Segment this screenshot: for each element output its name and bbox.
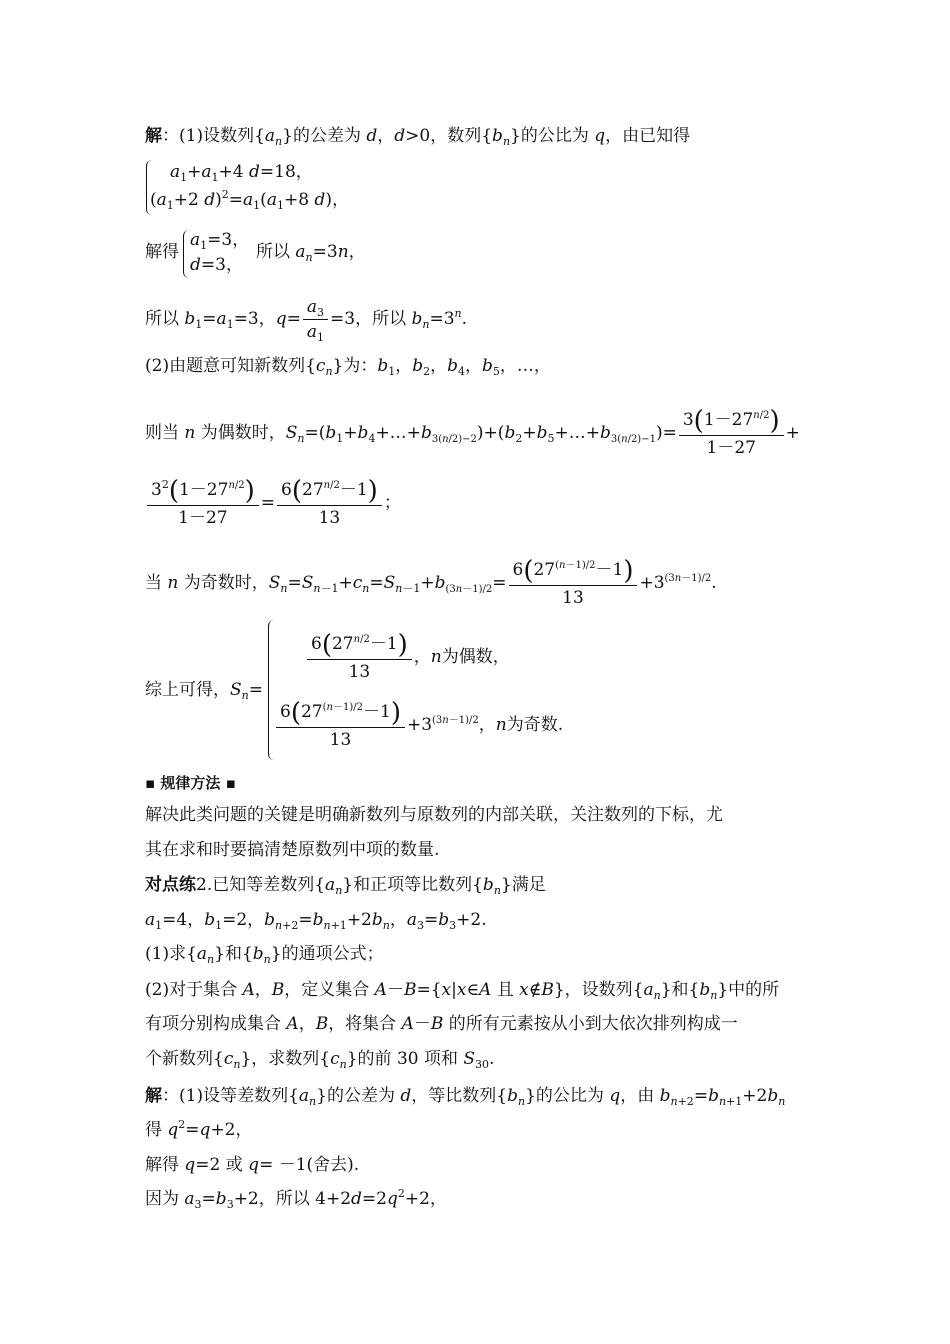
- summary-even: $\frac{6(27^{n/2}-1)}{13}$ ，n为偶数，: [305, 632, 510, 683]
- exercise-line-3: (1)求$\{a_n\}$和$\{b_n\}$的通项公式；: [145, 944, 384, 966]
- solve-d: d=3，: [190, 255, 243, 275]
- system-line-1: $a_1+a_1+4$ d=18，: [170, 162, 313, 184]
- summary-prefix: 综上可得，$S_n=$: [145, 680, 263, 702]
- sol2-line-1: 解：(1)设等差数列$\{a_n\}$的公差为 d，等比数列$\{b_n\}$的公比为 q，由 $b_{n+2}=b_{n+1}+2b_n$: [145, 1086, 786, 1108]
- b-formula: 所以 $b_1=a_1=3$，q= $\frac{a_3}{a_1}$ =3，所以 $b_n=3^n$.: [145, 297, 468, 344]
- part2-intro: (2)由题意可知新数列$\{c_n\}$为：$b_1$，$b_2$，$b_4$，$b_5$，…，: [145, 356, 551, 378]
- odd-case-line: 当 n 为奇数时，$S_n=S_{n-1}+c_n=S_{n-1}+b_{(3n-1)/2}=$ $\frac{6(27^{(n-1)/2}-1)}{13}$ $+3^{(3n-1)/2}$.: [145, 556, 717, 608]
- even-case-line-2: $\frac{3^2(1-27^{n/2})}{1-27}$ = $\frac{6(27^{n/2}-1)}{13}$ ；: [145, 478, 401, 529]
- solve-brace: [183, 230, 190, 278]
- exercise-line-1: 对点练2.已知等差数列$\{a_n\}$和正项等比数列$\{b_n\}$满足: [145, 875, 546, 897]
- exercise-line-2: $a_1=4$，$b_1=2$，$b_{n+2}=b_{n+1}+2b_n$，$a_3=b_3+2$.: [145, 910, 487, 932]
- exercise-line-5: 有项分别构成集合 A，B，将集合 A－B 的所有元素按从小到大依次排列构成一: [145, 1014, 738, 1034]
- solve-prefix: 解得: [145, 242, 179, 262]
- exercise-line-4: (2)对于集合 A，B，定义集合 A－B={x|x∈A 且 x∉B}，设数列$\{a_n\}$和$\{b_n\}$中的所: [145, 980, 780, 1002]
- sol2-line-2: 得 $q^2=q+2$，: [145, 1118, 253, 1140]
- solve-result: 所以 $a_n=3n$，: [256, 242, 366, 264]
- sol2-line-4: 因为 $a_3=b_3+2$，所以 $4+2d=2q^2+2$，: [145, 1187, 447, 1211]
- exercise-line-6: 个新数列$\{c_n\}$，求数列$\{c_n\}$的前 30 项和 $S_{30}$.: [145, 1049, 495, 1071]
- sol2-line-3: 解得 q=2 或 q= －1(舍去).: [145, 1155, 360, 1175]
- method-text-2: 其在求和时要搞清楚原数列中项的数量.: [145, 840, 440, 860]
- solution-intro: 解：(1)设数列$\{a_n\}$的公差为 d，d>0，数列$\{b_n\}$的公比为 q，由已知得: [145, 126, 691, 148]
- system-line-2: ($a_1+2$ $d)^2=a_1(a_1+8$ d)，: [150, 188, 349, 212]
- method-text-1: 解决此类问题的关键是明确新数列与原数列的内部关联，关注数列的下标，尤: [145, 805, 723, 825]
- summary-odd: $\frac{6(27^{(n-1)/2}-1)}{13}$ $+3^{(3n-1)/2}$，n为奇数.: [274, 700, 563, 751]
- even-case-line: 则当 n 为偶数时，$S_n=(b_1+b_4+\dots+b_{3(n/2)-2})+(b_2+b_5+\dots+b_{3(n/2)-1})=$ $\frac{3(1-27^{n/2})}{1-27}$ +: [145, 406, 800, 458]
- method-heading: ▪ 规律方法 ▪: [145, 774, 236, 792]
- solve-a1: $a_1=3$，: [190, 230, 250, 252]
